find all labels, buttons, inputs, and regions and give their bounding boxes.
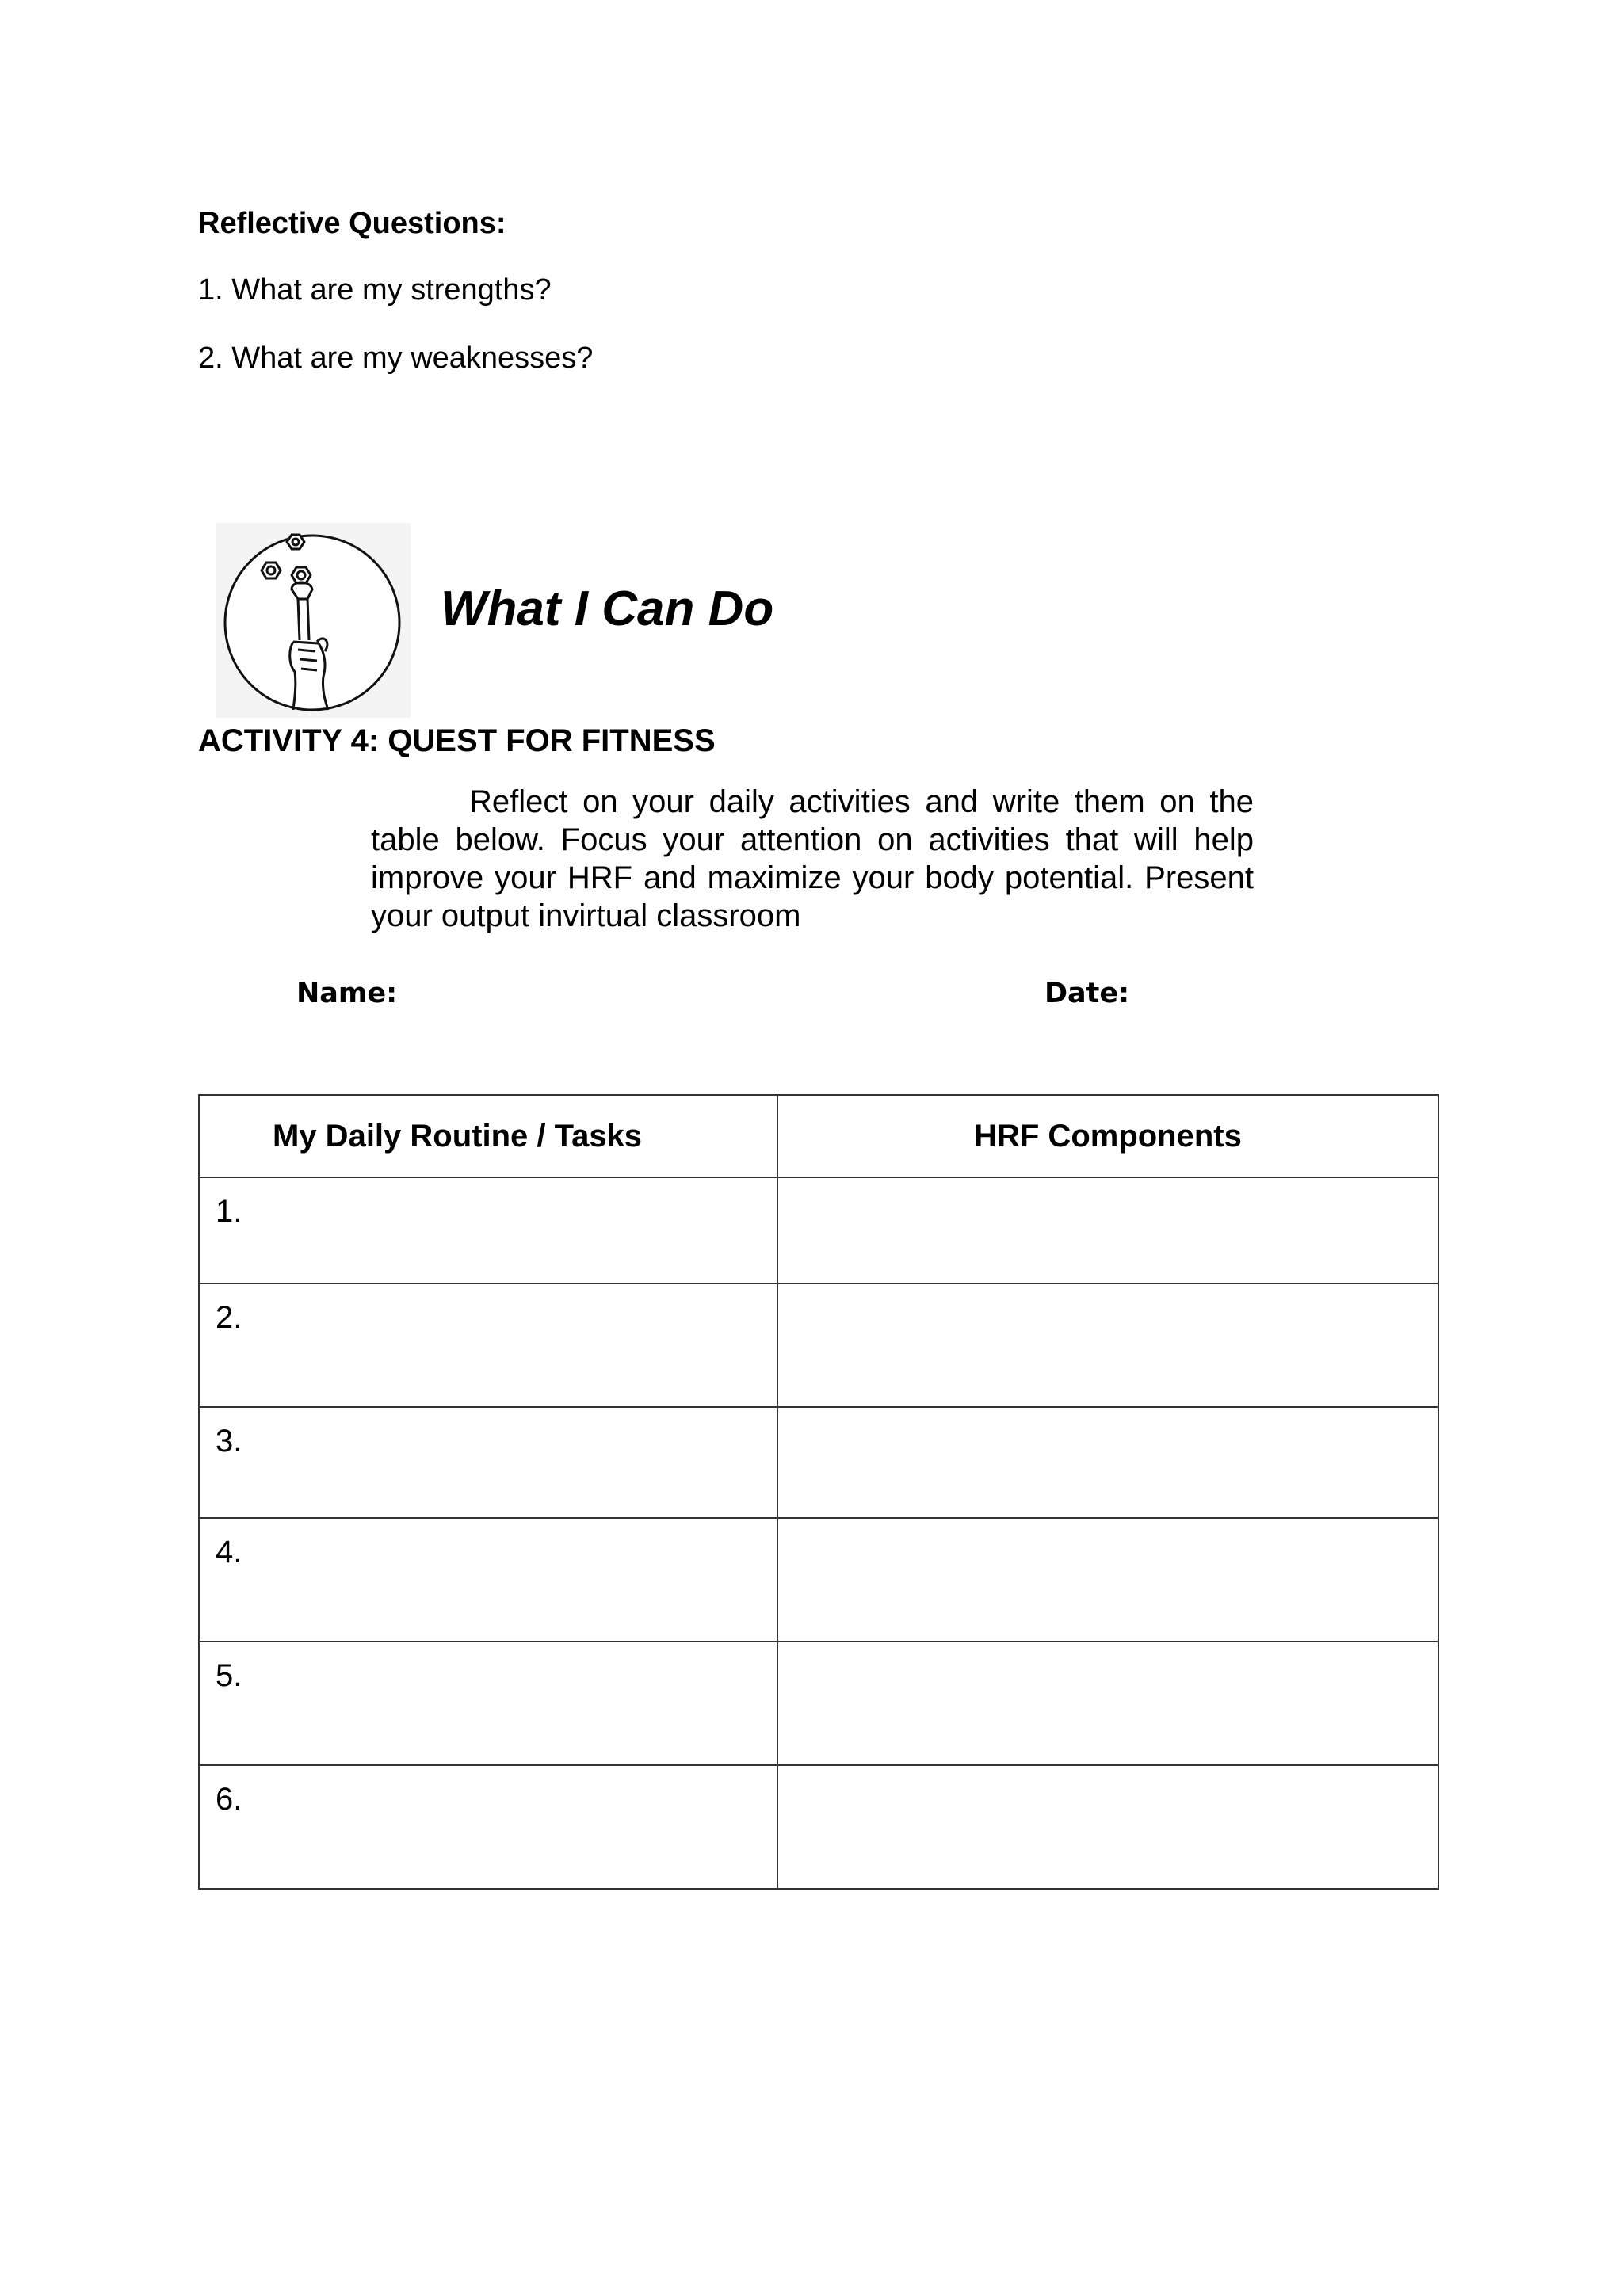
section-title: What I Can Do — [441, 582, 774, 636]
table-row — [199, 1765, 1438, 1889]
table-body — [199, 1177, 1438, 1889]
activity-instructions: Reflect on your daily activities and write them on the table below. Focus your attention on activities that will help improve your HRF and maximize your body potential. Present your output invirtual classroom — [371, 784, 1254, 933]
reflective-question-2: 2. What are my weaknesses? — [198, 341, 594, 375]
daily-routine-table — [198, 1094, 1439, 1890]
hand-wrench-bolts-icon — [216, 523, 411, 718]
date-label: Date: — [1044, 978, 1130, 1009]
table-row — [199, 1642, 1438, 1765]
routine-task-cell[interactable]: 4. — [199, 1518, 777, 1642]
hrf-component-cell[interactable] — [777, 1407, 1438, 1518]
hrf-component-cell[interactable] — [777, 1642, 1438, 1765]
reflective-question-1: 1. What are my strengths? — [198, 273, 552, 307]
routine-task-cell[interactable]: 3. — [199, 1407, 777, 1518]
routine-task-cell[interactable]: 5. — [199, 1642, 777, 1765]
hrf-component-cell[interactable] — [777, 1518, 1438, 1642]
header-daily-routine: My Daily Routine / Tasks — [199, 1095, 777, 1177]
routine-task-cell[interactable]: 1. — [199, 1177, 777, 1283]
routine-task-cell[interactable]: 6. — [199, 1765, 777, 1889]
table-header-row — [199, 1095, 1438, 1177]
table-row — [199, 1407, 1438, 1518]
hrf-component-cell[interactable] — [777, 1283, 1438, 1407]
routine-task-cell[interactable]: 2. — [199, 1283, 777, 1407]
hrf-component-cell[interactable] — [777, 1177, 1438, 1283]
name-label: Name: — [296, 978, 398, 1009]
activity-title: ACTIVITY 4: QUEST FOR FITNESS — [198, 723, 716, 758]
header-hrf-components: HRF Components — [777, 1095, 1438, 1177]
reflective-questions-title: Reflective Questions: — [198, 207, 506, 240]
table-row — [199, 1177, 1438, 1283]
table-row — [199, 1283, 1438, 1407]
hrf-component-cell[interactable] — [777, 1765, 1438, 1889]
table-row — [199, 1518, 1438, 1642]
